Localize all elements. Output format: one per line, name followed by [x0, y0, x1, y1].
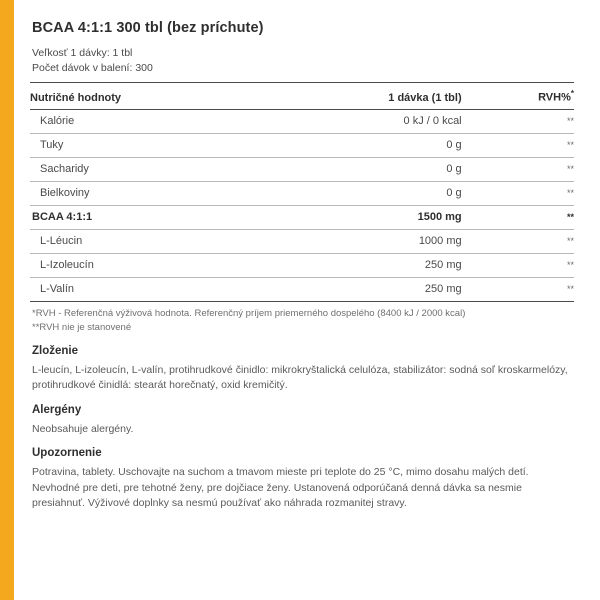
cell-nutrient-name: L-Izoleucín: [30, 253, 249, 277]
cell-amount: 0 g: [249, 181, 488, 205]
column-header-rvh-label: RVH%: [538, 91, 571, 104]
cell-rvh: **: [488, 133, 574, 157]
table-row: [30, 277, 574, 301]
cell-amount: 250 mg: [249, 277, 488, 301]
section-body-alergeny: Neobsahuje alergény.: [32, 422, 134, 435]
nutrition-table: [30, 82, 574, 302]
serving-info: [32, 46, 574, 76]
cell-amount: 0 g: [249, 133, 488, 157]
section-body-zlozenie: L-leucín, L-izoleucín, L-valín, protihrudkové činidlo: mikrokryštalická celulóza, stabilizátor: sodná soľ kroskarmelózy, protihrudkové činidlá: stearát horečnatý, oxid kremičitý.: [32, 363, 568, 392]
cell-rvh: **: [488, 205, 574, 229]
accent-bar: [0, 0, 14, 600]
section-body-upozornenie: Potravina, tablety. Uschovajte na suchom a tmavom mieste pri teplote do 25 °C, mimo dosahu malých detí. Nevhodné pre deti, pre tehotné ženy, pre dojčiace ženy. Ustanovená odporúčaná denná dávka sa nesmie presiahnuť. Výživové doplnky sa nesmú používať ako náhrada rozmanitej stravy.: [32, 466, 529, 510]
rvh-footnote-marker: *: [570, 89, 574, 98]
section-title-zlozenie: Zloženie: [32, 344, 79, 357]
footnotes: [32, 307, 574, 335]
table-row: [30, 133, 574, 157]
cell-rvh: **: [488, 181, 574, 205]
cell-rvh: **: [488, 157, 574, 181]
section-upozornenie: [30, 447, 574, 512]
section-alergeny: [30, 404, 574, 438]
cell-amount: 0 g: [249, 157, 488, 181]
column-header-rvh: [488, 83, 574, 110]
cell-amount: 250 mg: [249, 253, 488, 277]
section-title-alergeny: Alergény: [32, 403, 82, 416]
cell-rvh: **: [488, 109, 574, 133]
cell-nutrient-name: Kalórie: [30, 109, 249, 133]
column-header-amount: 1 dávka (1 tbl): [249, 83, 488, 110]
cell-rvh: **: [488, 229, 574, 253]
footnote-rvh-not-set: **RVH nie je stanovené: [32, 321, 132, 333]
table-row: [30, 253, 574, 277]
table-row: [30, 229, 574, 253]
cell-amount: 0 kJ / 0 kcal: [249, 109, 488, 133]
cell-amount: 1500 mg: [249, 205, 488, 229]
cell-nutrient-name: L-Léucin: [30, 229, 249, 253]
column-header-name: Nutričné hodnoty: [30, 83, 249, 110]
nutrition-table-body: [30, 109, 574, 301]
serving-size-text: Veľkosť 1 dávky: 1 tbl: [32, 47, 133, 59]
cell-nutrient-name: BCAA 4:1:1: [30, 205, 249, 229]
table-header-row: [30, 83, 574, 110]
cell-nutrient-name: Tuky: [30, 133, 249, 157]
cell-rvh: **: [488, 277, 574, 301]
section-title-upozornenie: Upozornenie: [32, 447, 102, 460]
page-title: BCAA 4:1:1 300 tbl (bez príchute): [32, 20, 264, 36]
cell-nutrient-name: Sacharidy: [30, 157, 249, 181]
cell-amount: 1000 mg: [249, 229, 488, 253]
table-row: [30, 157, 574, 181]
table-row: [30, 109, 574, 133]
section-zlozenie: [30, 345, 574, 394]
cell-rvh: **: [488, 253, 574, 277]
table-row: [30, 205, 574, 229]
table-row: [30, 181, 574, 205]
servings-per-container-text: Počet dávok v balení: 300: [32, 62, 153, 74]
cell-nutrient-name: Bielkoviny: [30, 181, 249, 205]
cell-nutrient-name: L-Valín: [30, 277, 249, 301]
footnote-rvh-definition: *RVH - Referenčná výživová hodnota. Referenčný príjem priemerného dospelého (8400 kJ / 2000 kcal): [32, 307, 466, 319]
